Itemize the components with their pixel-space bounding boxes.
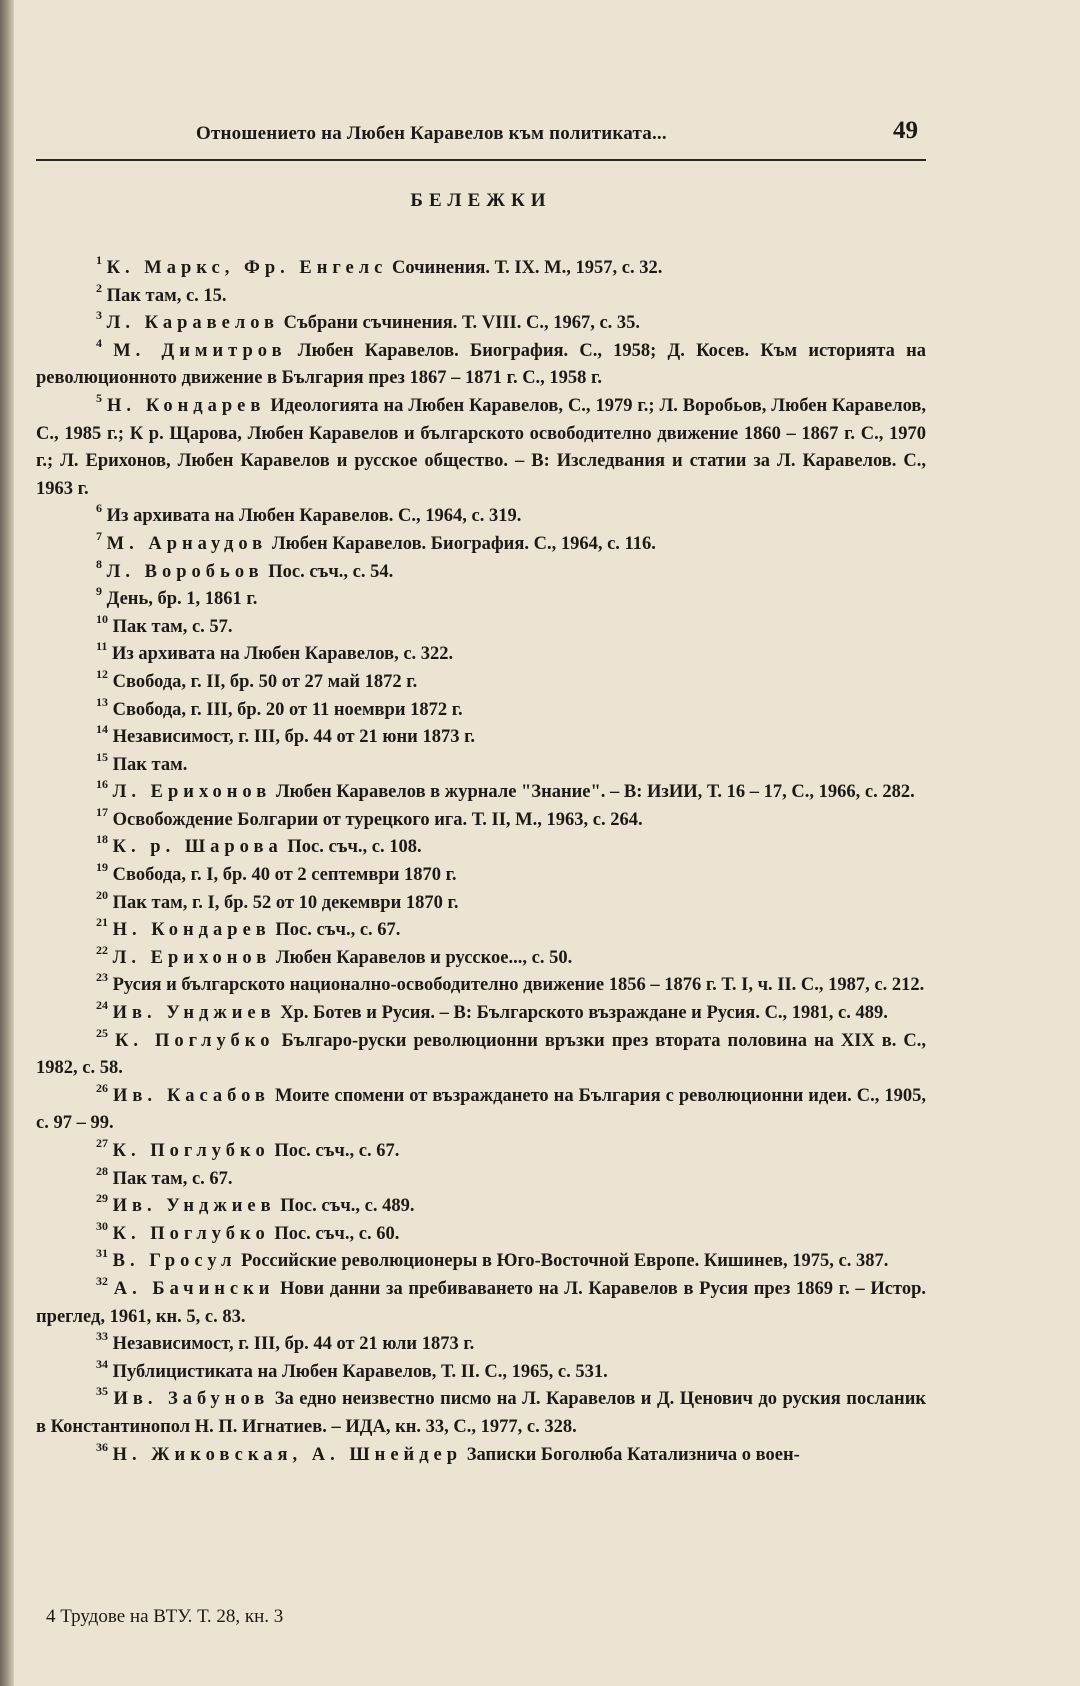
footnote-text: Любен Каравелов. Биография. С., 1964, с. 116. [271,533,656,554]
footnote-author: К. Поглубко [112,1223,270,1244]
footnote-number: 32 [96,1273,108,1288]
footnote [36,972,926,1000]
footnote-number: 26 [96,1080,108,1095]
footnote-number: 7 [96,528,102,543]
footnote-number: 21 [96,915,108,930]
footnote-number: 27 [96,1136,108,1150]
footnote-number: 25 [96,1025,108,1040]
footnote-text: Нови данни за пребиваването на Л. Каравелов в Русия през 1869 г. – Истор. преглед, 1961, кн. 5, с. 83. [36,1278,926,1327]
footnote-number: 29 [96,1191,108,1206]
book-page [36,0,926,1686]
footnote [36,255,926,283]
footnote-text: Записки Боголюба Катализнича о воен- [466,1444,800,1465]
footnote [36,1331,926,1359]
footnote-text: Пос. съч., с. 67. [275,920,401,941]
footnote-text: Хр. Ботев и Русия. – В: Българското възраждане и Русия. С., 1981, с. 489. [280,1003,888,1024]
footnote [36,1080,927,1138]
section-title: БЕЛЕЖКИ [410,190,552,211]
running-header [36,117,926,161]
footnote-author: Л. Ерихонов [112,947,272,968]
footnote-author: М. Арнаудов [106,533,268,554]
footnote-number: 23 [96,970,108,985]
footnote-number: 28 [96,1163,108,1178]
footnote-author: Н. Кондарев [106,395,266,416]
footnote-author: Л. Воробьов [106,561,264,582]
footnote-author: К. Поглубко [115,1030,275,1051]
footnote-text: Любен Каравелов. Биография. С., 1958; Д. Косев. Към историята на революционното движение в България през 1867 – 1871 г. С., 1958 г. [36,340,926,389]
footnote-number: 2 [96,280,102,295]
footnote [36,1163,926,1194]
footnote-author: К. Поглубко [112,1141,270,1161]
footnote-text: Пос. съч., с. 108. [287,837,422,858]
footnote [36,666,926,697]
footnote-number: 12 [96,666,108,681]
footnote-number: 33 [96,1329,108,1344]
footnote-number: 4 [96,335,102,350]
footnote-number: 9 [96,584,102,599]
footnote-number: 16 [96,777,108,792]
footnote-text: Идеологията на Любен Каравелов, С., 1979 г.; Л. Воробьов, Любен Каравелов, С., 1985 г.; К р. Щарова, Любен Каравелов и българското освободително движение 1860 – 1867 г. С., 1970 г.; Л. Ерихонов, Любен Каравелов и русское общество. – В: Изследвания и статии за Л. Каравелов. С., 1963 г. [36,395,926,499]
footnote-text: За едно неизвестно писмо на Л. Каравелов и Д. Ценович до руския посланик в Константинопол Н. П. Игнатиев. – ИДА, кн. 33, С., 1977, с. 328. [36,1389,927,1437]
footnote [36,503,926,531]
footnote [36,280,926,311]
footnote [36,917,926,945]
footnote [36,804,926,835]
footnote [36,779,926,807]
footnote-number: 22 [96,942,108,957]
footnote [36,887,926,918]
footnote-number: 35 [96,1384,108,1399]
footnote-text: Российские революционеры в Юго-Восточной Европе. Кишинев, 1975, с. 387. [241,1251,889,1272]
footnote [36,1138,926,1166]
footnote-text: Свобода, г. III, бр. 20 от 11 ноември 1872 г. [112,699,463,720]
footnote-author: Н. Жиковская, А. Шнейдер [112,1444,463,1465]
footnote [36,390,926,503]
footnote-text: Любен Каравелов и русское..., с. 50. [275,947,573,968]
footnote-author: М. Димитров [113,340,287,361]
footnote [36,749,926,780]
footnote-number: 34 [96,1356,108,1371]
footnote [36,1218,926,1249]
footnote [36,942,926,973]
footnote-text: Пос. съч., с. 54. [268,561,394,582]
footnote [36,310,926,338]
footnote-text: Българо-руски революционни връзки през втората половина на XIX в. С., 1982, с. 58. [36,1030,926,1079]
footnote-text: Пак там, г. I, бр. 52 от 10 декември 1870 г. [112,892,459,913]
footnote-text: Пос. съч., с. 60. [274,1223,400,1244]
footnote-author: А. Бачински [113,1278,275,1299]
footnote-text: Свобода, г. II, бр. 50 от 27 май 1872 г. [112,671,418,692]
footnote [36,556,926,587]
footnote [36,1439,926,1470]
footnote-number: 15 [96,749,108,764]
footnote-author: Ив. Унджиев [112,1196,276,1217]
footnote-text: День, бр. 1, 1861 г. [106,589,258,610]
footnote [36,1273,926,1331]
footnote-author: Л. Каравелов [106,313,279,334]
footnote-text: Русия и българското национално-освободително движение 1856 – 1876 г. Т. I, ч. II. С., 1987, с. 212. [112,975,925,996]
running-title: Отношението на Любен Каравелов към политиката... [196,123,667,144]
footnote-author: В. Гросул [112,1251,237,1272]
footnote [36,1248,926,1276]
footnote-number: 11 [96,639,108,654]
printer-signature: 4 Трудове на ВТУ. Т. 28, кн. 3 [46,1606,284,1627]
footnote-text: Свобода, г. I, бр. 40 от 2 септември 1870 г. [112,865,457,886]
footnote-text: Моите спомени от възраждането на България с революционни идеи. С., 1905, с. 97 – 99. [36,1085,927,1134]
footnote-text: Любен Каравелов в журнале "Знание". – В: ИзИИ, Т. 16 – 17, С., 1966, с. 282. [275,782,915,803]
footnote-number: 1 [96,253,102,267]
footnote-text: Пак там, с. 57. [112,616,233,637]
footnote-author: К. р. Шарова [112,837,283,858]
footnote-text: Независимост, г. III, бр. 44 от 21 юли 1873 г. [112,1334,475,1355]
footnote [36,724,926,752]
footnote-author: Ив. Забунов [113,1389,270,1410]
footnote [36,335,926,393]
footnote [36,694,926,725]
footnote-text: Пос. съч., с. 489. [280,1196,415,1217]
footnote-text: Пак там, с. 67. [112,1168,233,1189]
footnote-text: Освобождение Болгарии от турецкого ига. Т. II, М., 1963, с. 264. [112,809,643,830]
footnote-text: Сочинения. Т. IX. М., 1957, с. 32. [391,258,663,278]
footnote-number: 10 [96,611,108,626]
footnote [36,834,926,862]
footnote-number: 14 [96,722,108,737]
footnote [36,1356,926,1387]
footnote-text: Пак там, с. 15. [106,285,227,306]
footnote-number: 17 [96,804,108,819]
footnote-text: Пос. съч., с. 67. [274,1141,400,1161]
footnote-author: Н. Кондарев [112,920,271,941]
footnote-number: 19 [96,860,108,875]
footnote-number: 3 [96,308,102,323]
footnote-text: Независимост, г. III, бр. 44 от 21 юни 1873 г. [112,727,476,748]
footnote [36,641,926,669]
footnote-number: 13 [96,694,108,709]
notes-list [36,255,926,1469]
footnote [36,586,926,614]
footnote-number: 30 [96,1218,108,1233]
footnote-text: Събрани съчинения. Т. VIII. С., 1967, с. 35. [283,313,641,334]
footnote-text: Пак там. [112,754,188,775]
book-spine-shadow [0,0,14,1686]
footnote [36,528,926,559]
footnote-number: 31 [96,1246,108,1261]
footnote-number: 6 [96,501,102,516]
footnote-text: Из архивата на Любен Каравелов. С., 1964, с. 319. [106,506,522,527]
footnote [36,1025,926,1083]
footnote-number: 20 [96,887,108,902]
footnote-number: 24 [96,998,108,1013]
footnote-author: Ив. Унджиев [112,1003,276,1024]
footnote [36,611,926,642]
footnote-text: Публицистиката на Любен Каравелов, Т. II. С., 1965, с. 531. [112,1361,608,1382]
footnote-author: К. Маркс, Фр. Енгелс [106,258,388,278]
footnote-number: 8 [96,556,102,571]
footnote [36,862,926,890]
footnote-author: Л. Ерихонов [112,782,272,803]
footnote-text: Из архивата на Любен Каравелов, с. 322. [111,644,454,665]
footnote [36,1386,926,1441]
page-number: 49 [893,117,918,144]
footnote-number: 5 [96,390,102,405]
footnote [36,1000,926,1028]
footnote-number: 36 [96,1439,108,1454]
footnote [36,1193,926,1221]
footnote-number: 18 [96,832,108,847]
footnote-author: Ив. Касабов [113,1085,270,1106]
